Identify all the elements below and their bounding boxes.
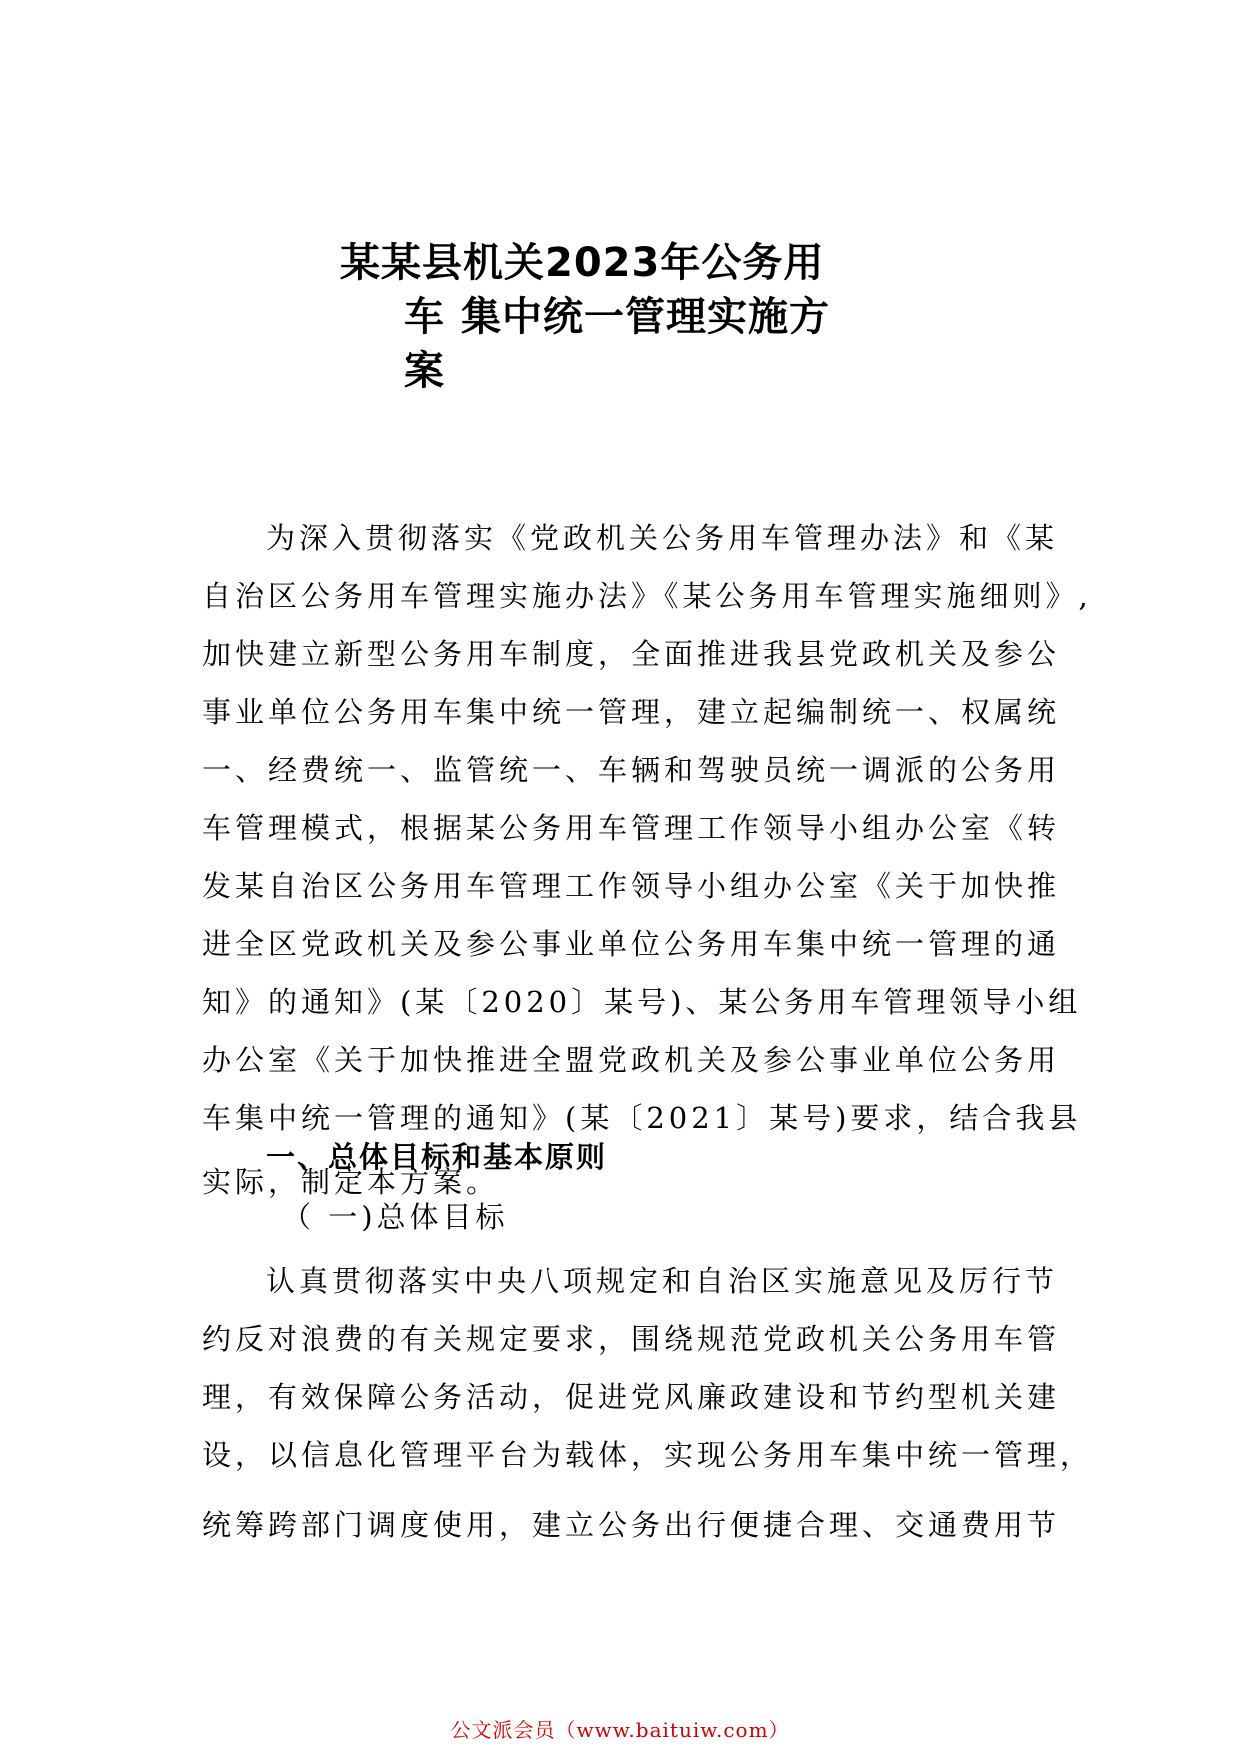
- paragraph-line: 进全区党政机关及参公事业单位公务用车集中统一管理的通: [202, 927, 1061, 961]
- title-line-2-part-b: 集中统一管理实施方: [461, 294, 830, 340]
- paragraph-line: 发某自治区公务用车管理工作领导小组办公室《关于加快推: [202, 869, 1061, 903]
- paragraph-line: 为深入贯彻落实《党政机关公务用车管理办法》和《某: [266, 521, 1059, 555]
- title-line-2: [340, 290, 900, 344]
- paragraph-line: 约反对浪费的有关规定要求，围绕规范党政机关公务用车管: [202, 1322, 1061, 1356]
- footer-watermark-link[interactable]: 公文派会员（www.baituiw.com）: [450, 1718, 790, 1742]
- intro-paragraph: [202, 509, 1092, 1211]
- title-line-1: 某某县机关2023年公务用: [340, 240, 825, 286]
- goal-paragraph: [202, 1252, 1094, 1554]
- paragraph-line: 理，有效保障公务活动，促进党风廉政建设和节约型机关建: [202, 1380, 1061, 1414]
- paragraph-line: 车集中统一管理的通知》(某〔2021〕某号)要求，结合我县: [202, 1101, 1082, 1135]
- paragraph-line: 办公室《关于加快推进全盟党政机关及参公事业单位公务用: [202, 1043, 1061, 1077]
- document-title: [340, 236, 900, 398]
- paragraph-line: 事业单位公务用车集中统一管理，建立起编制统一、权属统: [202, 695, 1061, 729]
- paragraph-line: 加快建立新型公务用车制度，全面推进我县党政机关及参公: [202, 637, 1061, 671]
- paragraph-line: 知》的通知》(某〔2020〕某号)、某公务用车管理领导小组: [202, 985, 1082, 1019]
- paragraph-line: 统筹跨部门调度使用，建立公务出行便捷合理、交通费用节: [202, 1508, 1061, 1542]
- section-heading: 一、总体目标和基本原则: [266, 1140, 608, 1174]
- title-line-3: 案: [404, 348, 445, 394]
- paragraph-line: 车管理模式，根据某公务用车管理工作领导小组办公室《转: [202, 811, 1061, 845]
- paragraph-line: 实际，制定本方案。: [202, 1165, 500, 1199]
- paragraph-line: 认真贯彻落实中央八项规定和自治区实施意见及厉行节: [266, 1264, 1059, 1298]
- paragraph-line: 设，以信息化管理平台为载体，实现公务用车集中统一管理，: [202, 1438, 1094, 1472]
- paragraph-line: 自治区公务用车管理实施办法》《某公务用车管理实施细则》,: [202, 579, 1092, 613]
- subsection-heading: （ 一)总体目标: [282, 1200, 509, 1234]
- title-line-2-part-a: 车: [404, 294, 445, 340]
- paragraph-line: 一、经费统一、监管统一、车辆和驾驶员统一调派的公务用: [202, 753, 1061, 787]
